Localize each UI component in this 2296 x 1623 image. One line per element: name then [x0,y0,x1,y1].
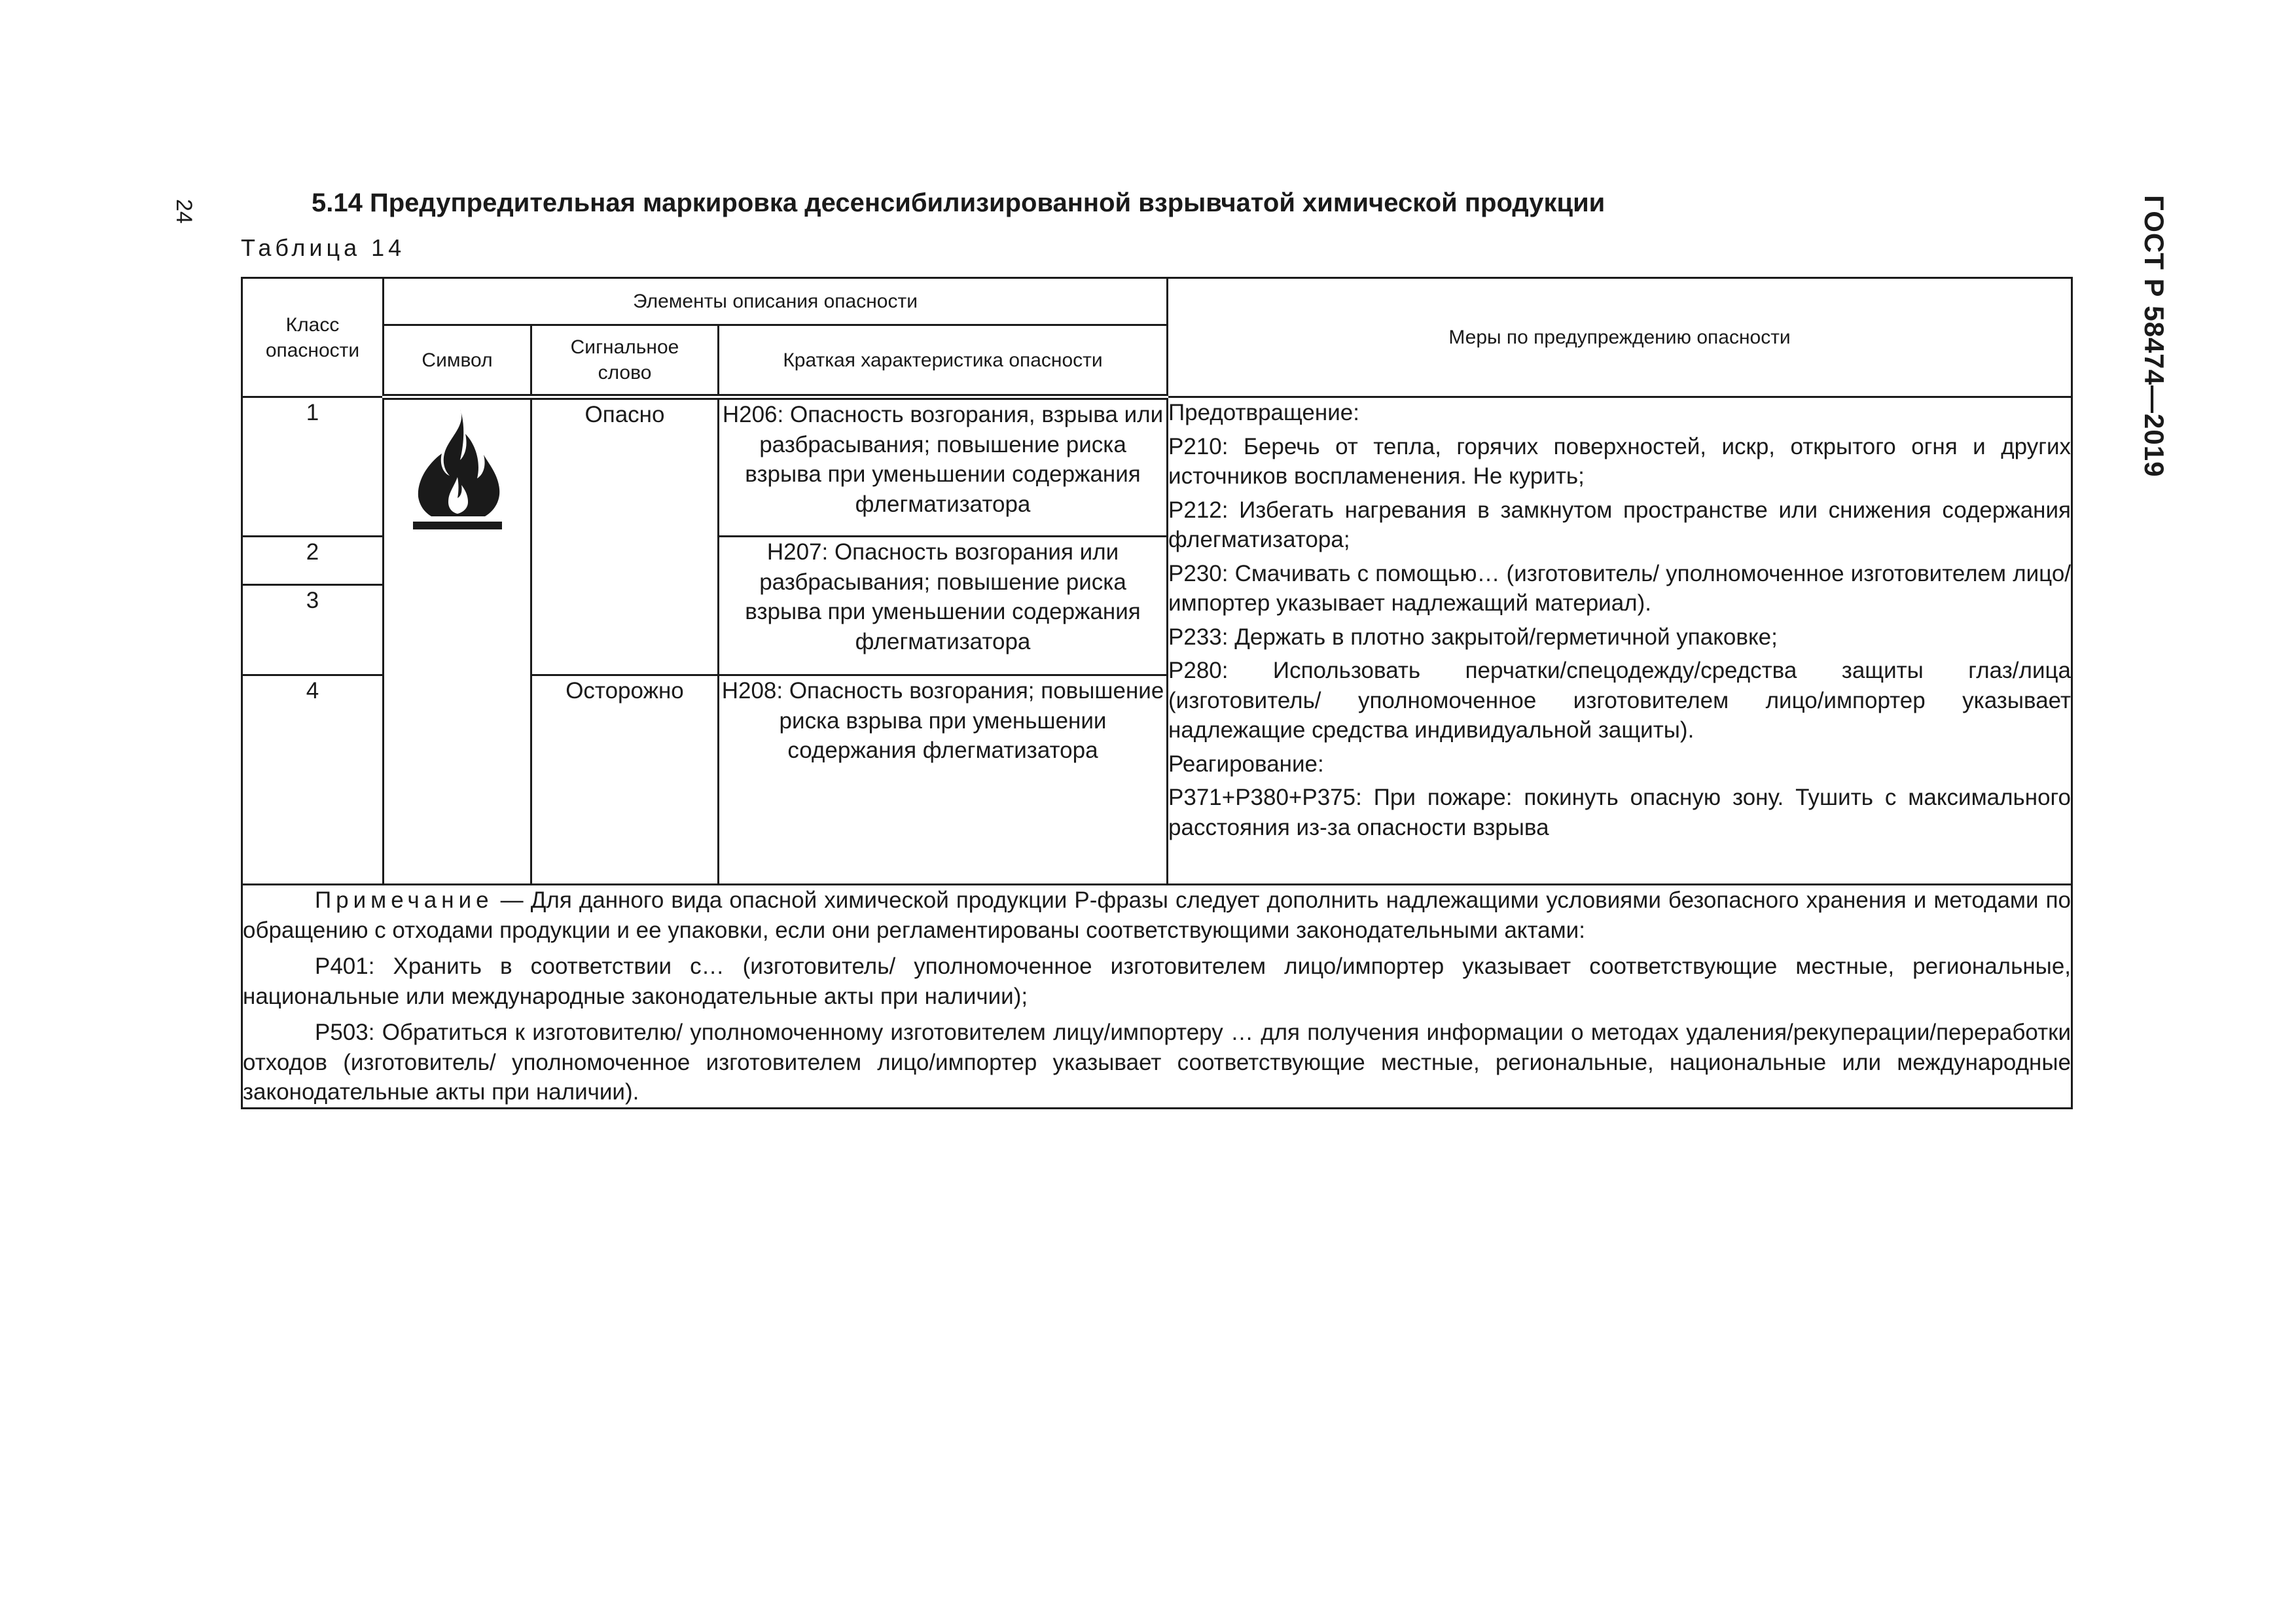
symbol-cell [384,397,531,885]
measures-p212: P212: Избегать нагревания в замкнутом пространстве или снижения содержания флегматизатора; [1168,497,2072,552]
note-intro-paragraph [243,885,2071,945]
flame-pictogram-icon [405,400,510,531]
header-measures: Меры по предупреждению опасности [1168,278,2072,397]
hazard-h207: H207: Опасность возгорания или разбрасывания; повышение риска взрыва при уменьшении содержания флегматизатора [719,537,1168,675]
measures-cell [1168,397,2072,885]
note-label: Примечание [315,887,493,913]
measures-p280: P280: Использовать перчатки/спецодежду/средства защиты глаз/лица (изготовитель/ уполномоченное изготовителем лицо/импортер указывает надлежащие средства индивидуальной защиты). [1168,658,2072,743]
measures-p210: P210: Беречь от тепла, горячих поверхностей, искр, открытого огня и других источников воспламенения. Не курить; [1168,433,2072,489]
note-p401: P401: Хранить в соответствии с… (изготовитель/ уполномоченное изготовителем лицо/импортер указывает соответствующие местные, региональные, национальные или международные законодательные акты при наличии); [243,954,2072,1009]
section-title: 5.14 Предупредительная маркировка десенсибилизированной взрывчатой химической продукции [312,188,1605,217]
table-label: Таблица 14 [241,234,406,261]
note-cell [242,885,2072,1109]
hazard-h206: H206: Опасность возгорания, взрыва или разбрасывания; повышение риска взрыва при уменьшении содержания флегматизатора [719,397,1168,537]
measures-p233: P233: Держать в плотно закрытой/герметичной упаковке; [1168,624,1778,650]
header-elements: Элементы описания опасности [384,278,1168,325]
signal-word-warning: Осторожно [531,675,719,885]
note-p503: P503: Обратиться к изготовителю/ уполномоченному изготовителем лицу/импортеру … для получения информации о методах удаления/рекуперации/переработки отходов (изготовитель/ уполномоченное изготовителем лицо/импортер указывает соответствующие местные, региональные, национальные или международные законодательные акты при наличии). [243,1020,2072,1105]
hazard-table [241,277,2073,1109]
document-code: ГОСТ Р 58474—2019 [2139,195,2170,478]
class-cell-2: 2 [242,537,384,585]
class-cell-4: 4 [242,675,384,885]
hazard-h208: H208: Опасность возгорания; повышение риска взрыва при уменьшении содержания флегматизатора [719,675,1168,885]
measures-p230: P230: Смачивать с помощью… (изготовитель/ уполномоченное изготовителем лицо/импортер указывает надлежащий материал). [1168,560,2072,616]
measures-response: Реагирование: [1168,751,1324,777]
class-cell-3: 3 [242,585,384,675]
signal-word-danger: Опасно [531,397,719,675]
class-cell-1: 1 [242,397,384,537]
page-number: 24 [171,199,196,224]
measures-prevention: Предотвращение: [1168,400,1359,425]
header-class: Класс опасности [242,278,384,397]
note-intro: — Для данного вида опасной химической продукции Р-фразы следует дополнить надлежащими условиями безопасного хранения и методами по обращению с отходами продукции и ее упаковки, если они регламентированы соответствующими законодательными актами: [243,887,2072,943]
header-brief: Краткая характеристика опасности [719,325,1168,397]
header-signal-word: Сигнальное слово [531,325,719,397]
measures-p371: P371+P380+P375: При пожаре: покинуть опасную зону. Тушить с максимального расстояния из-за опасности взрыва [1168,785,2072,840]
header-symbol: Символ [384,325,531,397]
